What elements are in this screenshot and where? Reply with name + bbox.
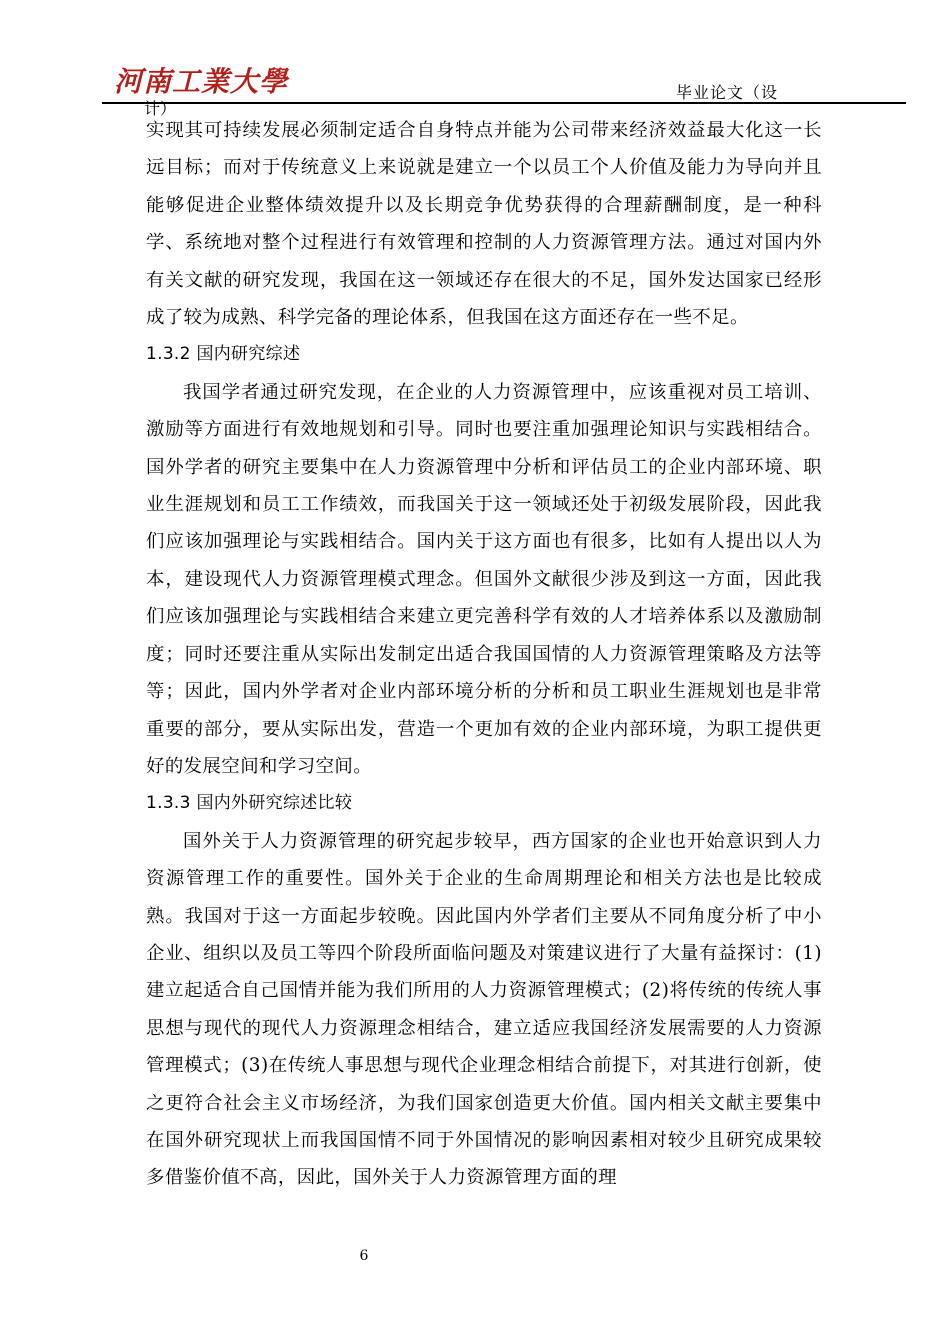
header-title-continuation: 计） bbox=[144, 99, 177, 118]
page-number: 6 bbox=[359, 1248, 369, 1264]
body-paragraph: 我国学者通过研究发现，在企业的人力资源管理中，应该重视对员工培训、激励等方面进行有效地规划和引导。同时也要注重加强理论知识与实践相结合。国外学者的研究主要集中在人力资源管理中分析和评估员工的企业内部环境、职业生涯规划和员工工作绩效，而我国关于这一领域还处于初级发展阶段，因此我们应该加强理论与实践相结合。国内关于这方面也有很多，比如有人提出以人为本，建设现代人力资源管理模式理念。但国外文献很少涉及到这一方面，因此我们应该加强理论与实践相结合来建立更完善科学有效的人才培养体系以及激励制度；同时还要注重从实际出发制定出适合我国国情的人力资源管理策略及方法等等；因此，国内外学者对企业内部环境分析的分析和员工职业生涯规划也是非常重要的部分，要从实际出发，营造一个更加有效的企业内部环境，为职工提供更好的发展空间和学习空间。 bbox=[146, 381, 822, 777]
section-heading: 1.3.3 国内外研究综述比较 bbox=[146, 793, 353, 814]
body-paragraph: 实现其可持续发展必须制定适合自身特点并能为公司带来经济效益最大化这一长远目标；而对于传统意义上来说就是建立一个以员工个人价值及能力为导向并且能够促进企业整体绩效提升以及长期竞争优势获得的合理薪酬制度，是一种科学、系统地对整个过程进行有效管理和控制的人力资源管理方法。通过对国内外有关文献的研究发现，我国在这一领域还存在很大的不足，国外发达国家已经形成了较为成熟、科学完备的理论体系，但我国在这方面还存在一些不足。 bbox=[146, 120, 822, 329]
section-heading: 1.3.2 国内研究综述 bbox=[146, 344, 301, 365]
header-rule bbox=[102, 102, 906, 104]
university-logo: 河南工業大學 bbox=[114, 65, 289, 98]
header-title: 毕业论文（设 bbox=[676, 83, 779, 102]
body-paragraph: 国外关于人力资源管理的研究起步较早，西方国家的企业也开始意识到人力资源管理工作的重要性。国外关于企业的生命周期理论和相关方法也是比较成熟。我国对于这一方面起步较晚。因此国内外学者们主要从不同角度分析了中小企业、组织以及员工等四个阶段所面临问题及对策建议进行了大量有益探讨：(1)建立起适合自己国情并能为我们所用的人力资源管理模式；(2)将传统的传统人事思想与现代的现代人力资源理念相结合，建立适应我国经济发展需要的人力资源管理模式；(3)在传统人事思想与现代企业理念相结合前提下，对其进行创新，使之更符合社会主义市场经济，为我们国家创造更大价值。国内相关文献主要集中在国外研究现状上而我国国情不同于外国情况的影响因素相对较少且研究成果较多借鉴价值不高，因此，国外关于人力资源管理方面的理 bbox=[146, 830, 822, 1189]
document-body bbox=[146, 112, 822, 1197]
